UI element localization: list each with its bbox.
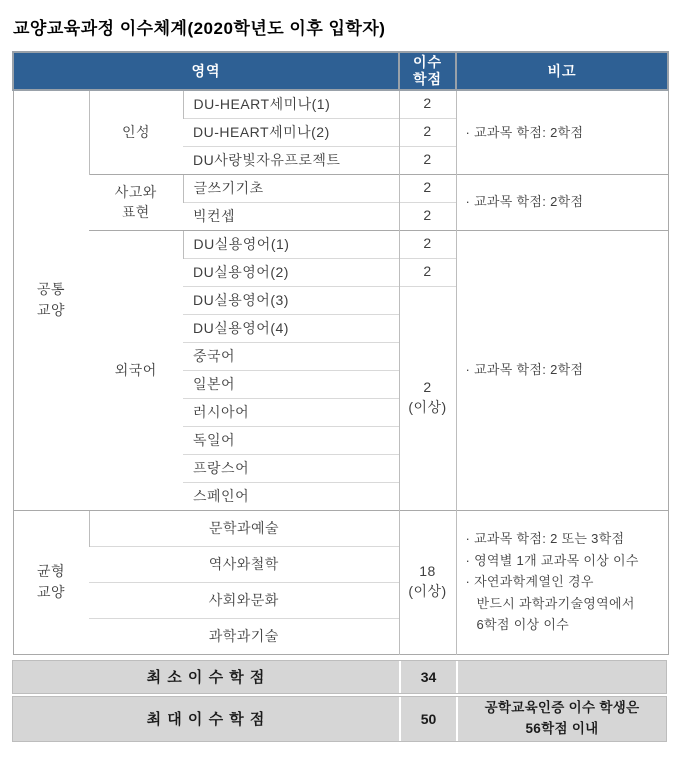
note-line: · 교과목 학점: 2학점: [465, 362, 584, 378]
note-cell-inseong: [456, 90, 668, 174]
note-cell-balanced: [456, 510, 668, 654]
course-cell: DU실용영어(4): [183, 314, 399, 342]
course-cell: 스페인어: [183, 482, 399, 510]
note-cell-foreign: [456, 230, 668, 510]
note-line: 6학점 이상 이수: [476, 617, 570, 633]
credit-cell: 2: [399, 146, 456, 174]
course-cell: 빅컨셉: [183, 202, 399, 230]
credit-cell: 2: [399, 202, 456, 230]
note-line: · 영역별 1개 교과목 이상 이수: [465, 552, 639, 568]
course-cell: 러시아어: [183, 398, 399, 426]
table-header: [13, 52, 668, 90]
category-cell-balanced: [13, 510, 89, 654]
credit-balanced-value: 18: [419, 563, 436, 580]
summary-rows: [12, 660, 667, 742]
course-cell: DU-HEART세미나(1): [183, 90, 399, 118]
category-balanced-line1: 균형: [36, 563, 66, 579]
min-credits-row: [12, 660, 667, 694]
credit-cell: 2: [399, 118, 456, 146]
max-credits-note-line1: 공학교육인증 이수 학생은: [484, 700, 640, 716]
course-cell: DU-HEART세미나(2): [183, 118, 399, 146]
course-cell: 일본어: [183, 370, 399, 398]
note-line: · 교과목 학점: 2학점: [465, 124, 584, 140]
credit-cell-foreign-merged: [399, 286, 456, 510]
table-row: [13, 90, 668, 118]
credit-cell: 2: [399, 258, 456, 286]
table-body: [13, 90, 668, 654]
max-credits-value: 50: [399, 697, 456, 741]
header-credits-line2: 학점: [413, 71, 443, 87]
table-row: [13, 174, 668, 202]
table-row: [13, 510, 668, 546]
note-line: · 자연과학계열인 경우: [465, 574, 594, 590]
course-cell: 독일어: [183, 426, 399, 454]
subcategory-cell-foreign: 외국어: [89, 230, 183, 510]
min-credits-label: 최 소 이 수 학 점: [146, 669, 266, 686]
note-cell-sago: [456, 174, 668, 230]
max-credits-label: 최 대 이 수 학 점: [146, 711, 266, 728]
subcategory-sago-line1: 사고와: [114, 183, 157, 200]
credit-balanced-qualifier: (이상): [408, 583, 447, 599]
header-area-cell: 영역: [13, 52, 399, 90]
category-balanced-line2: 교양: [36, 584, 66, 600]
min-credits-value: 34: [399, 661, 456, 693]
max-credits-note: [456, 697, 666, 741]
header-credits-cell: [399, 52, 456, 90]
header-credits-line1: 이수: [413, 53, 443, 70]
subcategory-cell-sago: [89, 174, 183, 230]
credit-cell: 2: [399, 230, 456, 258]
credit-merged-qualifier: (이상): [408, 399, 447, 415]
course-cell: 문학과예술: [89, 510, 399, 546]
curriculum-table: [12, 51, 669, 655]
credit-cell: 2: [399, 90, 456, 118]
course-cell: DU사랑빛자유프로젝트: [183, 146, 399, 174]
credit-cell: 2: [399, 174, 456, 202]
category-common-line2: 교양: [36, 302, 66, 319]
subcategory-cell-inseong: 인성: [89, 90, 183, 174]
course-cell: 프랑스어: [183, 454, 399, 482]
page-title: 교양교육과정 이수체계(2020학년도 이후 입학자): [13, 19, 386, 38]
note-line: · 교과목 학점: 2 또는 3학점: [465, 531, 625, 547]
course-cell: DU실용영어(1): [183, 230, 399, 258]
note-line: 반드시 과학과기술영역에서: [476, 595, 635, 611]
course-cell: 사회와문화: [89, 582, 399, 618]
course-cell: 글쓰기기초: [183, 174, 399, 202]
table-row: [13, 230, 668, 258]
note-line: · 교과목 학점: 2학점: [465, 194, 584, 210]
credit-cell-balanced: [399, 510, 456, 654]
max-credits-note-line2: 56학점 이내: [525, 720, 599, 736]
course-cell: 중국어: [183, 342, 399, 370]
course-cell: 역사와철학: [89, 546, 399, 582]
header-row: [13, 52, 668, 90]
max-credits-row: [12, 696, 667, 742]
subcategory-sago-line2: 표현: [121, 204, 150, 220]
course-cell: DU실용영어(2): [183, 258, 399, 286]
credit-merged-value: 2: [423, 379, 432, 396]
header-note-cell: 비고: [456, 52, 668, 90]
course-cell: 과학과기술: [89, 618, 399, 654]
min-credits-note: [456, 661, 666, 693]
category-common-line1: 공통: [36, 281, 66, 298]
category-cell-common: [13, 90, 89, 510]
course-cell: DU실용영어(3): [183, 286, 399, 314]
